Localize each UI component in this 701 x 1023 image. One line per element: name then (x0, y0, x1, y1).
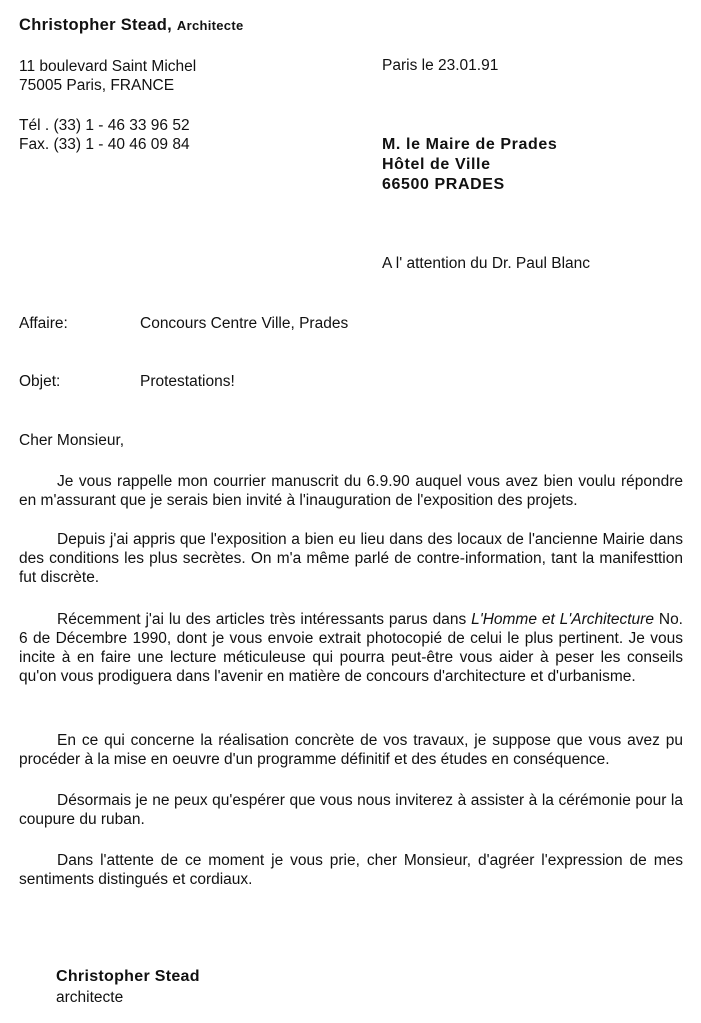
attention-line: A l' attention du Dr. Paul Blanc (382, 255, 591, 272)
paragraph-6 (19, 851, 683, 889)
recipient-line3: 66500 PRADES (382, 176, 505, 193)
paragraph-1-text: Je vous rappelle mon courrier manuscrit du 6.9.90 auquel vous avez bien voulu répondre en m'assurant que je serais bien invité à l'inauguration de l'exposition des projets. (19, 473, 683, 509)
paragraph-4 (19, 731, 683, 769)
sender-address-line2: 75005 Paris, FRANCE (19, 77, 175, 94)
affaire-label: Affaire: (19, 315, 68, 332)
signature-name: Christopher Stead (56, 968, 200, 985)
paragraph-2 (19, 530, 683, 587)
objet-label: Objet: (19, 373, 61, 390)
publication-title: L'Homme et L'Architecture (471, 611, 654, 628)
affaire-value: Concours Centre Ville, Prades (140, 315, 349, 332)
recipient-line2: Hôtel de Ville (382, 156, 491, 173)
recipient-line1: M. le Maire de Prades (382, 136, 558, 153)
letter-date: Paris le 23.01.91 (382, 57, 499, 74)
paragraph-3-text-before: Récemment j'ai lu des articles très intéressants parus dans (57, 611, 472, 628)
sender-name (19, 16, 243, 35)
paragraph-5-text: Désormais je ne peux qu'espérer que vous nous inviterez à assister à la cérémonie pour la coupure du ruban. (19, 792, 683, 828)
sender-name-text: Christopher Stead, (19, 16, 173, 34)
sender-tel: Tél . (33) 1 - 46 33 96 52 (19, 117, 190, 134)
paragraph-4-text: En ce qui concerne la réalisation concrète de vos travaux, je suppose que vous avez pu procéder à la mise en oeuvre d'un programme définitif et des études en conséquence. (19, 732, 683, 768)
sender-address-line1: 11 boulevard Saint Michel (19, 58, 197, 75)
paragraph-5 (19, 791, 683, 829)
paragraph-1 (19, 472, 683, 510)
sender-fax: Fax. (33) 1 - 40 46 09 84 (19, 136, 190, 153)
paragraph-3-text-after: No. 6 de Décembre 1990, dont je vous envoie extrait photocopié de celui le plus pertinent. Je vous incite à en faire une lecture méticuleuse qui pourra peut-être vous aider à peser les conseils qu'on vous prodiguera dans l'avenir en matière de concours d'architecture et d'urbanisme. (19, 611, 683, 685)
paragraph-2-text: Depuis j'ai appris que l'exposition a bien eu lieu dans des locaux de l'ancienne Mairie dans des conditions les plus secrètes. On m'a même parlé de contre-information, tant la manifesttion fut discrète. (19, 531, 683, 586)
salutation: Cher Monsieur, (19, 432, 125, 449)
sender-title: Architecte (176, 18, 244, 33)
signature-title: architecte (56, 989, 124, 1006)
paragraph-6-text: Dans l'attente de ce moment je vous prie, cher Monsieur, d'agréer l'expression de mes sentiments distingués et cordiaux. (19, 852, 683, 888)
paragraph-3 (19, 610, 683, 686)
objet-value: Protestations! (140, 373, 235, 390)
